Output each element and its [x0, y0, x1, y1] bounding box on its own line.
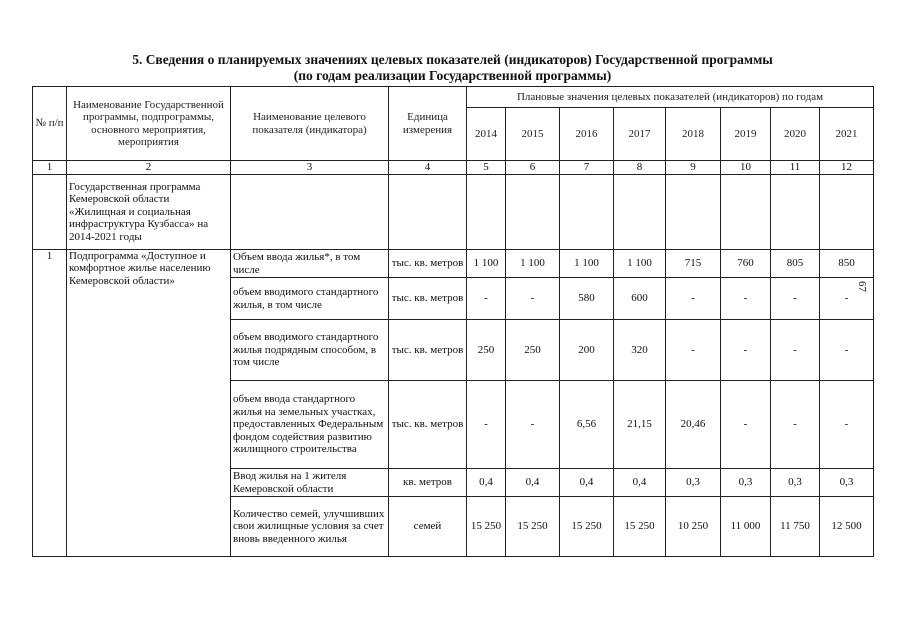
column-number-row — [33, 161, 874, 175]
indicator-value: 15 250 — [560, 497, 614, 557]
indicator-value: 0,3 — [820, 469, 874, 497]
indicator-value: 715 — [666, 250, 721, 278]
empty-cell — [721, 175, 771, 250]
indicator-value: 11 000 — [721, 497, 771, 557]
indicator-name: Ввод жилья на 1 жителя Кемеровской области — [231, 469, 389, 497]
header-plan-values: Плановые значения целевых показателей (индикаторов) по годам — [467, 87, 874, 108]
header-indicator-name: Наименование целевого показателя (индикатора) — [231, 87, 389, 161]
indicator-value: 15 250 — [614, 497, 666, 557]
program-num-cell — [33, 175, 67, 250]
indicator-value: - — [771, 278, 820, 320]
page-number: 67 — [856, 281, 868, 292]
indicator-name: объем ввода стандартного жилья на земельных участках, предоставленных Федеральным фондом содействия развитию жилищного строительства — [231, 381, 389, 469]
indicator-value: 250 — [467, 320, 506, 381]
document-title-line1: 5. Сведения о планируемых значениях целевых показателей (индикаторов) Государственной программы — [132, 52, 773, 67]
header-year: 2016 — [560, 108, 614, 161]
indicator-value: 1 100 — [560, 250, 614, 278]
indicator-value: - — [721, 320, 771, 381]
indicator-row — [33, 250, 874, 278]
indicator-unit: тыс. кв. метров — [389, 320, 467, 381]
indicator-unit: кв. метров — [389, 469, 467, 497]
empty-cell — [820, 175, 874, 250]
indicator-value: - — [506, 381, 560, 469]
indicator-value: - — [820, 381, 874, 469]
indicator-value: 11 750 — [771, 497, 820, 557]
indicator-value: 15 250 — [506, 497, 560, 557]
indicator-value: 250 — [506, 320, 560, 381]
column-number: 5 — [467, 161, 506, 175]
header-year: 2018 — [666, 108, 721, 161]
indicator-value: - — [467, 381, 506, 469]
indicator-value: 20,46 — [666, 381, 721, 469]
header-program-name: Наименование Государственной программы, подпрограммы, основного мероприятия, мероприятия — [67, 87, 231, 161]
header-year: 2015 — [506, 108, 560, 161]
indicator-value: 12 500 — [820, 497, 874, 557]
indicator-value: - — [666, 278, 721, 320]
indicator-value: 600 — [614, 278, 666, 320]
indicator-value: 760 — [721, 250, 771, 278]
column-number: 10 — [721, 161, 771, 175]
header-year: 2020 — [771, 108, 820, 161]
indicator-value: 0,4 — [506, 469, 560, 497]
indicator-value: 15 250 — [467, 497, 506, 557]
column-number: 12 — [820, 161, 874, 175]
indicator-value: - — [721, 278, 771, 320]
column-number: 4 — [389, 161, 467, 175]
indicator-value: - — [771, 320, 820, 381]
empty-cell — [389, 175, 467, 250]
indicator-unit: тыс. кв. метров — [389, 278, 467, 320]
indicator-name: Количество семей, улучшивших свои жилищные условия за счет вновь введенного жилья — [231, 497, 389, 557]
indicator-value: 0,4 — [560, 469, 614, 497]
program-name: Государственная программа Кемеровской области «Жилищная и социальная инфраструктура Кузбасса» на 2014-2021 годы — [67, 175, 231, 250]
indicator-value: 0,4 — [614, 469, 666, 497]
indicator-value: 805 — [771, 250, 820, 278]
indicator-unit: тыс. кв. метров — [389, 381, 467, 469]
indicator-value: 320 — [614, 320, 666, 381]
indicator-value: - — [467, 278, 506, 320]
empty-cell — [771, 175, 820, 250]
header-year: 2019 — [721, 108, 771, 161]
indicator-value: 6,56 — [560, 381, 614, 469]
empty-cell — [560, 175, 614, 250]
empty-cell — [666, 175, 721, 250]
program-row — [33, 175, 874, 250]
column-number: 3 — [231, 161, 389, 175]
indicator-value: - — [820, 278, 874, 320]
indicator-value: 1 100 — [506, 250, 560, 278]
header-year: 2017 — [614, 108, 666, 161]
column-number: 1 — [33, 161, 67, 175]
indicator-value: - — [666, 320, 721, 381]
indicator-value: 850 — [820, 250, 874, 278]
empty-cell — [506, 175, 560, 250]
indicator-value: 0,3 — [771, 469, 820, 497]
indicator-value: - — [771, 381, 820, 469]
indicator-value: 0,3 — [666, 469, 721, 497]
column-number: 8 — [614, 161, 666, 175]
indicator-value: - — [721, 381, 771, 469]
header-year: 2021 — [820, 108, 874, 161]
indicator-value: - — [506, 278, 560, 320]
indicator-value: 0,4 — [467, 469, 506, 497]
indicator-unit: тыс. кв. метров — [389, 250, 467, 278]
indicator-value: 10 250 — [666, 497, 721, 557]
indicator-value: 580 — [560, 278, 614, 320]
indicator-value: 1 100 — [614, 250, 666, 278]
column-number: 9 — [666, 161, 721, 175]
indicator-value: 1 100 — [467, 250, 506, 278]
column-number: 11 — [771, 161, 820, 175]
empty-cell — [467, 175, 506, 250]
empty-cell — [231, 175, 389, 250]
column-number: 6 — [506, 161, 560, 175]
column-number: 7 — [560, 161, 614, 175]
indicator-unit: семей — [389, 497, 467, 557]
indicator-name: объем вводимого стандартного жилья, в том числе — [231, 278, 389, 320]
indicators-table — [32, 86, 874, 557]
column-number: 2 — [67, 161, 231, 175]
header-unit: Единица измерения — [389, 87, 467, 161]
indicator-value: - — [820, 320, 874, 381]
indicator-value: 0,3 — [721, 469, 771, 497]
header-year: 2014 — [467, 108, 506, 161]
empty-cell — [614, 175, 666, 250]
subprogram-name: Подпрограмма «Доступное и комфортное жилье населению Кемеровской области» — [67, 250, 231, 557]
subprogram-num: 1 — [33, 250, 67, 557]
document-title-line2: (по годам реализации Государственной программы) — [293, 68, 612, 83]
indicator-value: 21,15 — [614, 381, 666, 469]
header-num: № п/п — [33, 87, 67, 161]
indicator-name: Объем ввода жилья*, в том числе — [231, 250, 389, 278]
indicator-value: 200 — [560, 320, 614, 381]
indicator-name: объем вводимого стандартного жилья подрядным способом, в том числе — [231, 320, 389, 381]
